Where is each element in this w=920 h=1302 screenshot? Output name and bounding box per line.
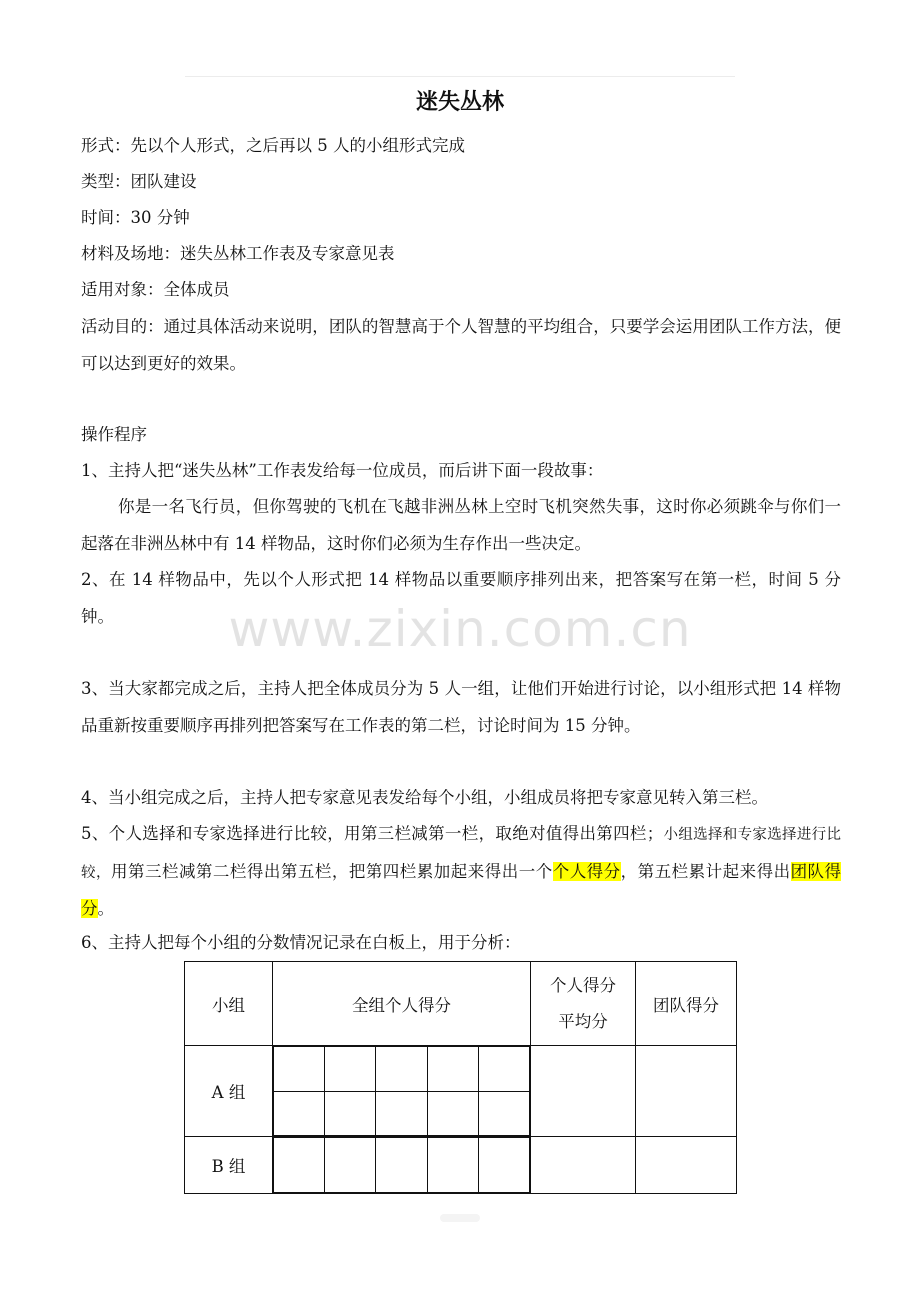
header-average	[531, 962, 636, 1046]
header-team-score: 团队得分	[636, 962, 737, 1046]
row-b-grid	[273, 1137, 530, 1193]
cell	[478, 1138, 529, 1193]
row-a-team-score	[636, 1046, 737, 1137]
info-type: 类型：团队建设	[81, 172, 197, 191]
cell	[478, 1047, 529, 1092]
row-b-individual-cells	[273, 1137, 531, 1194]
cell	[325, 1091, 376, 1136]
info-audience: 适用对象：全体成员	[81, 280, 230, 299]
step-5-part-a: 5、个人选择和专家选择进行比较，用第三栏减第一栏，取绝对值得出第四栏；	[81, 824, 664, 843]
info-time: 时间：30 分钟	[81, 208, 190, 227]
cell	[427, 1047, 478, 1092]
procedure-step-2: 2、在 14 样物品中，先以个人形式把 14 样物品以重要顺序排列出来，把答案写在第一栏，时间 5 分钟。	[81, 570, 841, 626]
procedure-step-1: 1、主持人把“迷失丛林”工作表发给每一位成员，而后讲下面一段故事：	[81, 461, 604, 480]
procedure-step-4: 4、当小组完成之后，主持人把专家意见表发给每个小组，小组成员将把专家意见转入第三栏。	[81, 788, 768, 807]
cell	[376, 1138, 427, 1193]
header-all-individual-scores: 全组个人得分	[273, 962, 531, 1046]
row-label-a: A 组	[185, 1046, 273, 1137]
step-5-part-e: 。	[97, 899, 114, 918]
info-form: 形式：先以个人形式，之后再以 5 人的小组形式完成	[81, 136, 465, 155]
procedure-step-3: 3、当大家都完成之后，主持人把全体成员分为 5 人一组，让他们开始进行讨论，以小组形式把 14 样物品重新按重要顺序再排列把答案写在工作表的第二栏，讨论时间为 15 分钟。	[81, 679, 841, 735]
header-average-line-2: 平均分	[558, 1011, 608, 1031]
top-rule	[185, 76, 735, 77]
cell	[478, 1091, 529, 1136]
page-footer-mark	[440, 1214, 480, 1222]
table-row-b	[185, 1137, 737, 1194]
cell	[427, 1091, 478, 1136]
row-a-individual-cells	[273, 1046, 531, 1137]
cell	[376, 1047, 427, 1092]
row-a-grid	[273, 1046, 530, 1136]
row-b-average	[531, 1137, 636, 1194]
header-average-line-1: 个人得分	[550, 975, 616, 995]
table-header-row	[185, 962, 737, 1046]
header-group: 小组	[185, 962, 273, 1046]
document-title: 迷失丛林	[415, 90, 504, 115]
cell	[274, 1047, 325, 1092]
table-row-a	[185, 1046, 737, 1137]
row-label-b: B 组	[185, 1137, 273, 1194]
cell	[274, 1138, 325, 1193]
procedure-step-6: 6、主持人把每个小组的分数情况记录在白板上，用于分析：	[81, 933, 521, 952]
cell	[325, 1047, 376, 1092]
procedure-step-5	[81, 816, 841, 928]
procedure-story: 你是一名飞行员，但你驾驶的飞机在飞越非洲丛林上空时飞机突然失事，这时你必须跳伞与你们一起落在非洲丛林中有 14 样物品，这时你们必须为生存作出一些决定。	[81, 497, 841, 553]
highlight-individual-score: 个人得分	[552, 861, 621, 881]
highlight-team-score: 团队得分	[81, 861, 842, 918]
step-5-part-d: ，第五栏累计起来得出	[620, 861, 791, 881]
watermark: www.zixin.com.cn	[228, 600, 692, 658]
info-purpose: 活动目的：通过具体活动来说明，团队的智慧高于个人智慧的平均组合，只要学会运用团队工作方法，便可以达到更好的效果。	[81, 317, 841, 373]
step-5-part-c: 用第三栏减第二栏得出第五栏，把第四栏累加起来得出一个	[110, 861, 553, 881]
cell	[427, 1138, 478, 1193]
step-5-part-b: 小组选择和专家选择进行比较，	[81, 827, 842, 881]
score-table	[184, 961, 737, 1194]
procedure-heading: 操作程序	[81, 425, 147, 444]
cell	[274, 1091, 325, 1136]
row-b-team-score	[636, 1137, 737, 1194]
cell	[376, 1091, 427, 1136]
row-a-average	[531, 1046, 636, 1137]
info-material: 材料及场地：迷失丛林工作表及专家意见表	[81, 244, 395, 263]
cell	[325, 1138, 376, 1193]
